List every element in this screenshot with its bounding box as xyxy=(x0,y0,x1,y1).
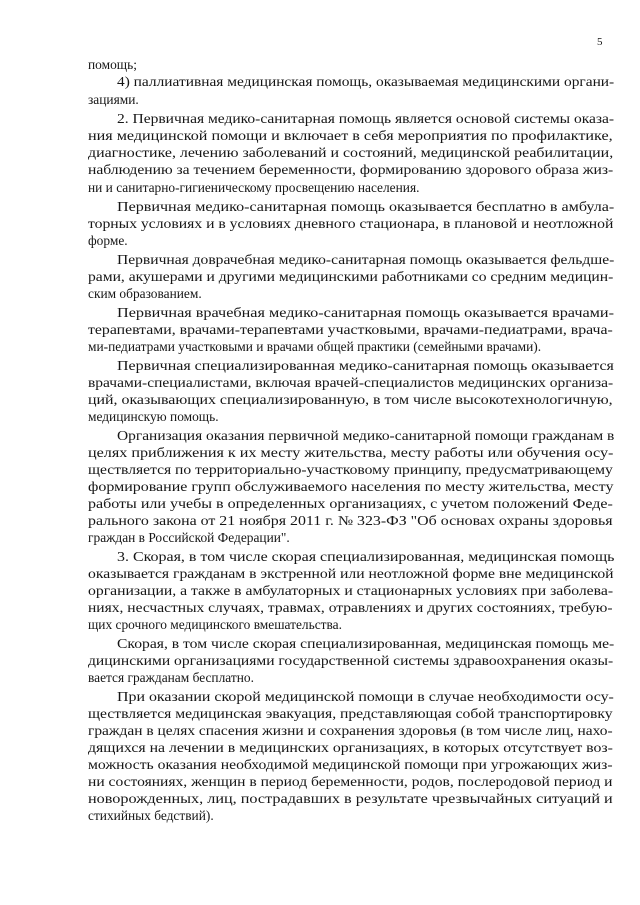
text-line: помощь; xyxy=(88,57,137,72)
text-line: зациями. xyxy=(88,92,139,107)
text-line: диагностике, лечению заболеваний и состояний, медицинской реабилитации, xyxy=(88,145,614,160)
text-line: вается гражданам бесплатно. xyxy=(88,670,254,685)
text-line: Скорая, в том числе скорая специализированная, медицинская помощь ме- xyxy=(117,636,615,651)
text-line: дящихся на лечении в медицинских организациях, в которых отсутствует воз- xyxy=(88,740,613,755)
text-line: медицинскую помощь. xyxy=(88,409,219,424)
text-line: Первичная специализированная медико-санитарная помощь оказывается xyxy=(117,358,614,373)
text-line: щих срочного медицинского вмешательства. xyxy=(88,617,342,632)
text-line: ций, оказывающих специализированную, в том числе высокотехнологичную, xyxy=(88,392,613,407)
text-line: работы или учебы в определенных организациях, с учетом положений Феде- xyxy=(88,496,613,511)
text-line: ни состояниях, женщин в период беременности, родов, послеродовой период и xyxy=(88,774,613,789)
text-line: наблюдению за течением беременности, формированию здорового образа жиз- xyxy=(88,162,614,177)
text-line: Первичная медико-санитарная помощь оказывается бесплатно в амбула- xyxy=(117,199,615,214)
text-line: целях приближения к их месту жительства, месту работы или обучения осу- xyxy=(88,445,614,460)
text-line: форме. xyxy=(88,233,128,248)
text-line: торных условиях и в условиях дневного стационара, в плановой и неотложной xyxy=(88,216,614,231)
text-line: ществляется по территориально-участковому принципу, предусматривающему xyxy=(88,462,613,477)
text-line: новорожденных, лиц, пострадавших в результате чрезвычайных ситуаций и xyxy=(88,791,613,806)
text-line: врачами-специалистами, включая врачей-специалистов медицинских организа- xyxy=(88,375,614,390)
text-line: ми-педиатрами участковыми и врачами общей практики (семейными врачами). xyxy=(88,339,542,354)
text-line: Организация оказания первичной медико-санитарной помощи гражданам в xyxy=(117,428,615,443)
text-line: ни и санитарно-гигиеническому просвещению населения. xyxy=(88,180,420,195)
text-line: формирование групп обслуживаемого населения по месту жительства, месту xyxy=(88,479,614,494)
text-line: дицинскими организациями государственной системы здравоохранения оказы- xyxy=(88,653,614,668)
text-line: ниях, несчастных случаях, травмах, отравлениях и других состояниях, требую- xyxy=(88,600,613,615)
text-line: 2. Первичная медико-санитарная помощь является основой системы оказа- xyxy=(117,111,615,126)
text-line: граждан в целях спасения жизни и сохранения здоровья (в том числе лиц, нахо- xyxy=(88,723,613,738)
text-line: рального закона от 21 ноября 2011 г. № 323-ФЗ "Об основах охраны здоровья xyxy=(88,513,613,528)
text-line: 4) паллиативная медицинская помощь, оказываемая медицинскими органи- xyxy=(117,74,615,89)
text-line: 3. Скорая, в том числе скорая специализированная, медицинская помощь xyxy=(117,549,615,564)
text-line: ским образованием. xyxy=(88,286,202,301)
text-line: рами, акушерами и другими медицинскими работниками со средним медицин- xyxy=(88,269,614,284)
text-line: ществляется медицинская эвакуация, представляющая собой транспортировку xyxy=(88,706,613,721)
text-line: оказывается гражданам в экстренной или неотложной форме вне медицинской xyxy=(88,566,614,581)
text-line: При оказании скорой медицинской помощи в случае необходимости осу- xyxy=(117,689,614,704)
text-line: терапевтами, врачами-терапевтами участковыми, врачами-педиатрами, врача- xyxy=(88,322,613,337)
text-line: Первичная доврачебная медико-санитарная помощь оказывается фельдше- xyxy=(117,252,615,267)
text-line: граждан в Российской Федерации". xyxy=(88,530,290,545)
text-line: ния медицинской помощи и включает в себя мероприятия по профилактике, xyxy=(88,128,613,143)
text-line: Первичная врачебная медико-санитарная помощь оказывается врачами- xyxy=(117,305,615,320)
text-line: можность оказания необходимой медицинской помощи при угрожающих жиз- xyxy=(88,757,613,772)
page-number: 5 xyxy=(597,36,603,48)
text-line: организации, а также в амбулаторных и стационарных условиях при заболева- xyxy=(88,583,614,598)
text-line: стихийных бедствий). xyxy=(88,808,214,823)
